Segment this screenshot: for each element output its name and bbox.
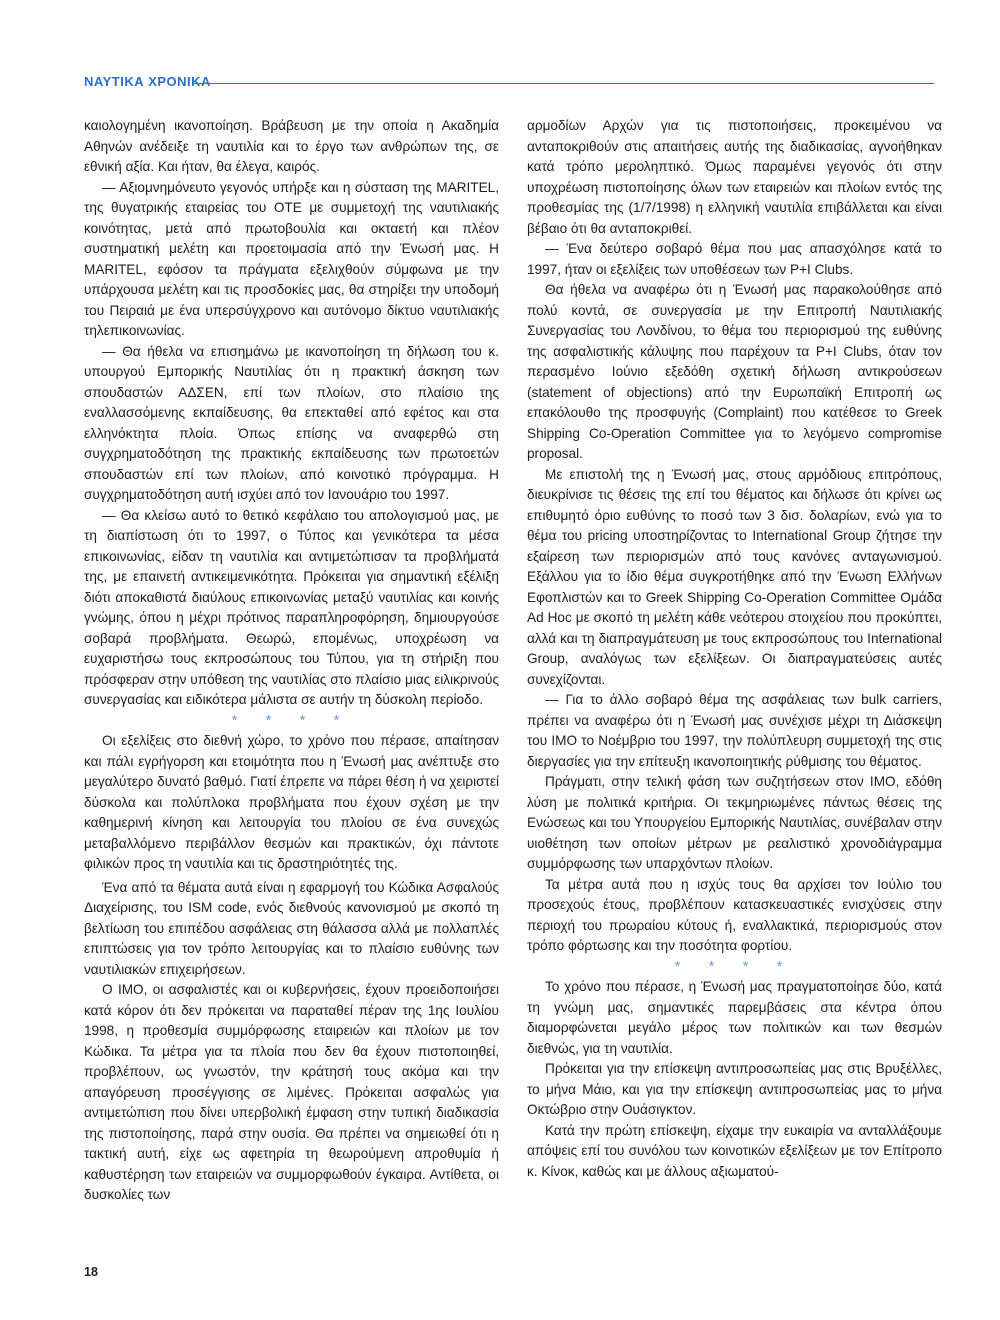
paragraph: Πράγματι, στην τελική φάση των συζητήσεων στον ΙΜΟ, εδόθη λύση με πολιτικά κριτήρια. Οι τεκμηριωμένες πάντως θέσεις της Ενώσεως και του Υπουργείου Εμπορικής Ναυτιλίας, συνέβαλαν στην υιοθέτηση των οποίων μέτρων με ρεαλιστικό χρονοδιάγραμμα συμμόρφωσης των υπαρχόντων πλοίων. [527, 774, 942, 871]
right-column [527, 116, 942, 1182]
paragraph: Τα μέτρα αυτά που η ισχύς τους θα αρχίσει τον Ιούλιο του προσεχούς έτους, προβλέπουν κατασκευαστικές ενισχύσεις στην περιοχή του πρωραίου κύτους ή, εναλλακτικά, περιορισμούς στον τρόπο φόρτωσης και την ποσότητα φορτίου. [527, 876, 942, 953]
paragraph: Θα ήθελα να αναφέρω ότι η Ένωσή μας παρακολούθησε από πολύ κοντά, σε συνεργασία με την Επιτροπή Ναυτιλιακής Συνεργασίας του Λονδίνου, το θέμα του περιορισμού της ευθύνης της ασφαλιστικής κάλυψης που παρέχουν τα P+I Clubs, όταν τον περασμένο Ιούνιο εξεδόθη σχετική δήλωση αντικρούσεων (statement of objections) από την Ευρωπαϊκή Επιτροπή ως επακόλουθο της προσφυγής (Complaint) που κατέθεσε το Greek Shipping Co-Operation Committee για το λεγόμενο compromise proposal. [527, 282, 942, 461]
header-rule [194, 83, 934, 84]
journal-title: ΝΑΥΤΙΚΑ ΧΡΟΝΙΚΑ [84, 74, 211, 89]
paragraph: καιολογημένη ικανοποίηση. Βράβευση με την οποία η Ακαδημία Αθηνών ανέδειξε τη ναυτιλία και το έργο των ανθρώπων της, σε εθνική αξία. Και ήταν, θα έλεγα, καιρός. [84, 118, 499, 174]
paragraph: Με επιστολή της η Ένωσή μας, στους αρμόδιους επιτρόπους, διευκρίνισε τις θέσεις της επί του θέματος και δήλωσε ότι κρίνει ως επιθυμητό όριο ευθύνης το ποσό των 3 δισ. δολαρίων, ενώ για το θέμα του pricing υποστηρίζοντας το International Group ζήτησε την εξαίρεση των περιορισμών από τους κανόνες ανταγωνισμού. Εξάλλου για το ίδιο θέμα συγκροτήθηκε από την Ένωση Ελλήνων Εφοπλιστών και το Greek Shipping Co-Operation Committee Ομάδα Ad Hoc με σκοπό τη μελέτη κάθε νεότερου στοιχείου που προκύπτει, αλλά και τη διαπραγμάτευση με τους εκπροσώπους του International Group, αναλόγως των εξελίξεων. Οι διαπραγματεύσεις αυτές συνεχίζονται. [527, 466, 942, 687]
section-separator: * * * * [674, 957, 795, 975]
running-header [84, 72, 934, 92]
left-column [84, 116, 499, 1206]
paragraph: αρμοδίων Αρχών για τις πιστοποιήσεις, προκειμένου να ανταποκριθούν στις απαιτήσεις αυτής της διαδικασίας, αγνοήθηκαν κατά τρόπο μεροληπτικό. Όμως παραμένει γεγονός ότι στην υποχρέωση πιστοποίησης όλων των εταιρειών και πλοίων εντός της προθεσμίας της (1/7/1998) η ελληνική ναυτιλία επιβάλλεται και είναι βέβαιο ότι θα ανταποκριθεί. [527, 118, 942, 236]
paragraph: Οι εξελίξεις στο διεθνή χώρο, το χρόνο που πέρασε, απαίτησαν και πάλι εγρήγορση και ετοιμότητα που η Ένωσή μας ανέπτυξε στο μεγαλύτερο δυνατό βαθμό. Γιατί έπρεπε να πάρει θέση ή να χειριστεί δύσκολα και πολύπλοκα προβλήματα που έχουν σχέση με την καθημερινή κίνηση και λειτουργία του πλοίου σε ένα συνεχώς μεταβαλλόμενο περιβάλλον θεσμών και πρακτικών, όχι πάντοτε φιλικών προς τη ναυτιλία και τις δραστηριότητές της. [84, 733, 499, 871]
paragraph: — Θα ήθελα να επισημάνω με ικανοποίηση τη δήλωση του κ. υπουργού Εμπορικής Ναυτιλίας ότι η πρακτική άσκηση των σπουδαστών ΑΔΣΕΝ, επί των πλοίων, στο πλαίσιο της εναλλασσόμενης εκπαίδευσης, θα επεκταθεί από εφέτος και στα ελληνόκτητα πλοία. Όπως επίσης να αναφερθώ στη συγχρηματοδότηση της πρακτικής εκπαίδευσης των πρωτοετών σπουδαστών επί των πλοίων, από κοινοτικό πρόγραμμα. Η συγχρηματοδότηση αυτή ισχύει από τον Ιανουάριο του 1997. [84, 343, 499, 502]
paragraph: Το χρόνο που πέρασε, η Ένωσή μας πραγματοποίησε δύο, κατά τη γνώμη μας, σημαντικές παρεμβάσεις στα κέντρα όπου διαμορφώνεται μεγάλο μέρος των πολιτικών και των θεσμών διεθνώς, για τη ναυτιλία. [527, 979, 942, 1056]
page-number: 18 [84, 1265, 98, 1279]
paragraph: Πρόκειται για την επίσκεψη αντιπροσωπείας μας στις Βρυξέλλες, το μήνα Μάιο, και για την επίσκεψη αντιπροσωπείας μας το μήνα Οκτώβριο στην Ουάσιγκτον. [527, 1061, 942, 1117]
paragraph: — Ένα δεύτερο σοβαρό θέμα που μας απασχόλησε κατά το 1997, ήταν οι εξελίξεις των υποθέσεων των P+I Clubs. [527, 241, 942, 277]
paragraph: — Για το άλλο σοβαρό θέμα της ασφάλειας των bulk carriers, πρέπει να αναφέρω ότι η Ένωσή μας συνέχισε μέχρι τη Διάσκεψη του ΙΜΟ το Νοέμβριο του 1997, την πολύπλευρη συμμετοχή της στις διεργασίες για την επίτευξη ικανοποιητικής ρύθμισης του θέματος. [527, 692, 942, 769]
paragraph: Κατά την πρώτη επίσκεψη, είχαμε την ευκαιρία να ανταλλάξουμε απόψεις επί του συνόλου των κοινοτικών εξελίξεων με τον Επίτροπο κ. Κίνοκ, καθώς και με άλλους αξιωματού- [527, 1122, 942, 1179]
paragraph: Ο ΙΜΟ, οι ασφαλιστές και οι κυβερνήσεις, έχουν προειδοποιήσει κατά κόρον ότι δεν πρόκειται να παραταθεί πέραν της 1ης Ιουλίου 1998, η προθεσμία συμμόρφωσης εταιρειών και πλοίων με τον Κώδικα. Τα μέτρα για τα πλοία που δεν θα έχουν πιστοποιηθεί, προβλέπουν, ως γνωστόν, την κράτησή τους ακόμα και την απαγόρευση προσέγγισης σε λιμένες. Πρόκειται ασφαλώς για αντιμετώπιση που δίνει υπερβολική έμφαση στην τυπική διαδικασία της πιστοποίησης, παρά στην ουσία. Θα πρέπει να σημειωθεί ότι η τακτική αυτή, είχε ως αφετηρία τη θεωρούμενη απροθυμία ή καθυστέρηση των εταιρειών να συμμορφωθούν έγκαιρα. Αντίθετα, οι δυσκολίες των [84, 982, 499, 1202]
section-separator: * * * * [231, 711, 352, 729]
paragraph: — Θα κλείσω αυτό το θετικό κεφάλαιο του απολογισμού μας, με τη διαπίστωση ότι το 1997, ο Τύπος και γενικότερα τα μέσα επικοινωνίας, είδαν τη ναυτιλία και αντιμετώπισαν τα προβλήματά της, με επαινετή αντικειμενικότητα. Πρόκειται για σημαντική εξέλιξη διότι αποκαθιστά διαύλους επικοινωνίας μεταξύ ναυτιλίας και κοινής γνώμης, όπου η μέχρι πρότινος παραπληροφόρηση, δημιουργούσε σοβαρά προβλήματα. Θεωρώ, επομένως, υποχρέωση να ευχαριστήσω τους εκπροσώπους του Τύπου, για τη στήριξη που πρόσφεραν στην υπόθεση της ναυτιλίας στο πλαίσιο μιας ειλικρινούς συνεργασίας και ειδικότερα μάλιστα σε αυτήν τη δύσκολη περίοδο. [84, 507, 499, 707]
paragraph: Ένα από τα θέματα αυτά είναι η εφαρμογή του Κώδικα Ασφαλούς Διαχείρισης, του ISM code, ενός διεθνούς κανονισμού με σκοπό τη βελτίωση του επιπέδου ασφάλειας στη θάλασσα αλλά με πολλαπλές επιπτώσεις για τον τρόπο λειτουργίας και το πλαίσιο ευθύνης των ναυτιλιακών επιχειρήσεων. [84, 879, 499, 977]
paragraph: — Αξιομνημόνευτο γεγονός υπήρξε και η σύσταση της MARITEL, της θυγατρικής εταιρείας του ΟΤΕ με συμμετοχή της ναυτιλιακής κοινότητας, μετά από πρωτοβουλία και οκταετή και πλέον συστηματική μελέτη και προετοιμασία από την Ένωσή μας. Η MARITEL, εφόσον τα πράγματα εξελιχθούν σύμφωνα με την υπάρχουσα μελέτη και τις προσδοκίες μας, θα στηρίξει την υποδομή του Πειραιά με ένα υπερσύγχρονο και αυτόνομο δίκτυο ναυτιλιακής τηλεπικοινωνίας. [84, 179, 499, 338]
